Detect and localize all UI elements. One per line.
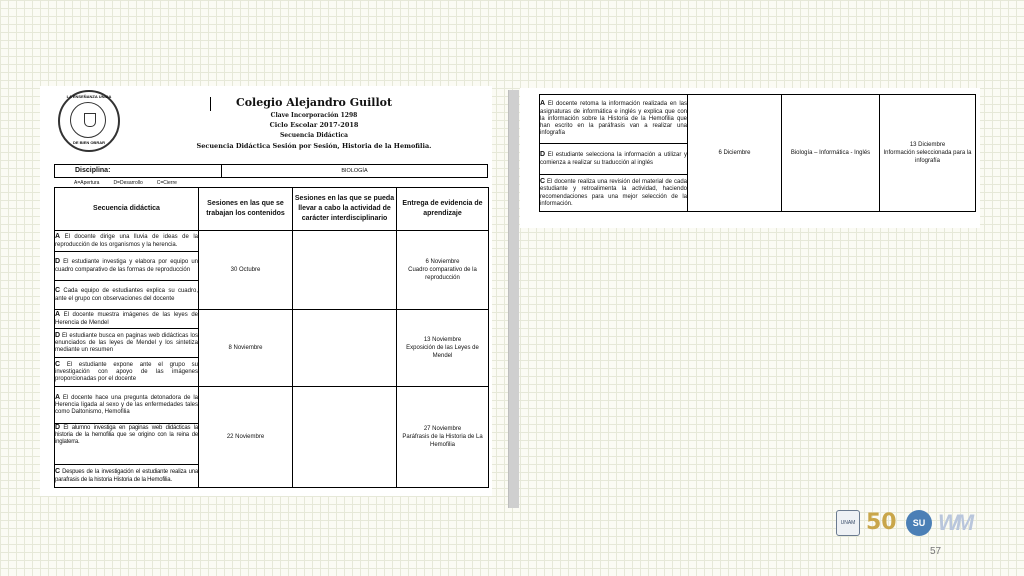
step-letter: D	[55, 258, 61, 266]
step-text: El estudiante expone ante el grupo su investigación con apoyo de las imágenes proporcionadas por el docente	[55, 361, 198, 383]
session-date: 30 Octubre	[199, 231, 293, 310]
evidence-text: Información seleccionada para la infografía	[883, 150, 972, 164]
interdisciplinary-cell	[293, 387, 397, 488]
step-text: Cada equipo de estudiantes explica su cuadro, ante el grupo con observaciones del docente	[55, 288, 198, 302]
step-text: El docente hace una pregunta detonadora de la Herencia ligada al sexo y de las enfermedades tales como Daltonismo, Hemofilia	[55, 394, 198, 416]
step-cell	[55, 231, 199, 252]
step-letter: D	[540, 151, 546, 159]
seal-top-text: LA ENSEÑANZA UNIDA	[66, 94, 112, 99]
step-letter: A	[55, 233, 61, 241]
session-date: 6 Diciembre	[688, 95, 782, 212]
seal-inner-ring	[70, 102, 106, 138]
step-cell	[55, 329, 199, 358]
step-cell	[55, 252, 199, 281]
step-cell	[55, 387, 199, 424]
header-interdisciplinario: Sesiones en las que se pueda llevar a cabo la actividad de carácter interdisciplinario	[293, 188, 397, 231]
unam-logo: UNAM	[836, 510, 860, 536]
header-evidencia: Entrega de evidencia de aprendizaje	[397, 188, 489, 231]
table-row	[55, 231, 489, 252]
header-secuencia: Secuencia didáctica	[55, 188, 199, 231]
step-cell	[540, 175, 688, 212]
sequence-table	[54, 187, 489, 488]
step-text: El docente dirige una lluvia de ideas de la reproducción de los organismos y la herencia.	[55, 234, 199, 248]
ciclo-escolar: Ciclo Escolar 2017-2018	[269, 121, 359, 129]
session-date: 8 Noviembre	[199, 310, 293, 387]
evidence-date: 13 Diciembre	[909, 142, 946, 148]
evidence-date: 13 Noviembre	[423, 337, 462, 343]
step-cell	[55, 465, 199, 488]
legend-cierre: C=Cierre	[156, 180, 177, 186]
clave-incorporacion: Clave Incorporación 1298	[270, 112, 358, 119]
evidence-text: Paráfrasis de la Historia de La Hemofilia	[402, 434, 483, 448]
step-cell	[55, 358, 199, 387]
wm-logo: WM	[938, 510, 972, 535]
evidence-cell	[397, 387, 489, 488]
step-cell	[55, 310, 199, 329]
disciplina-value: BIOLOGÍA	[341, 168, 368, 174]
step-text: El alumno investiga en paginas web didácticas la historia de la hemofilia que se origino con la reina de inglaterra.	[55, 425, 199, 446]
session-date: 22 Noviembre	[199, 387, 293, 488]
step-text: Despues de la investigación el estudiante realiza una parafrasis de la historia Historia de la Hemofilia.	[55, 469, 199, 483]
evidence-cell	[397, 231, 489, 310]
page-divider	[508, 90, 519, 508]
interdisciplinary-cell	[293, 231, 397, 310]
step-letter: C	[540, 178, 546, 186]
step-cell	[55, 424, 199, 465]
continuation-table	[539, 94, 976, 212]
legend-apertura: A=Apertura	[74, 180, 100, 186]
step-letter: A	[55, 311, 61, 319]
document-type: Secuencia Didáctica	[279, 132, 349, 139]
evidence-cell	[397, 310, 489, 387]
interdisciplinary-cell	[293, 310, 397, 387]
fifty-anniversary-logo: 50	[866, 510, 897, 535]
disciplina-label: Disciplina:	[55, 165, 222, 177]
evidence-date: 27 Noviembre	[423, 426, 462, 432]
seal-shield-icon	[84, 113, 96, 127]
legend-desarrollo: D=Desarrollo	[113, 180, 143, 186]
page-number: 57	[930, 546, 942, 557]
step-text: El docente muestra imágenes de las leyes de Herencia de Mendel	[55, 312, 198, 326]
step-letter: D	[55, 331, 61, 339]
step-letter: A	[540, 100, 546, 108]
table-row	[540, 95, 976, 144]
header-sesiones: Sesiones en las que se trabajan los contenidos	[199, 188, 293, 231]
evidence-text: Exposición de las Leyes de Mendel	[406, 345, 479, 359]
institution-logos	[836, 509, 992, 537]
table-header-row	[55, 188, 489, 231]
evidence-date: 6 Noviembre	[425, 259, 460, 265]
disciplina-bar	[54, 164, 488, 178]
phase-legend	[74, 180, 177, 186]
evidence-cell	[880, 95, 976, 212]
step-text: El estudiante selecciona la información a utilizar y comienza a realizar su traducción al inglés	[540, 152, 687, 166]
table-row	[55, 387, 489, 424]
document-subtitle: Secuencia Didáctica Sesión por Sesión, Historia de la Hemofilia.	[196, 142, 432, 150]
step-cell	[55, 281, 199, 310]
evidence-text: Cuadro comparativo de la reproducción	[408, 267, 477, 281]
step-letter: A	[55, 393, 61, 401]
seal-bottom-text: DE BIEN OBRAR	[72, 140, 105, 145]
step-letter: C	[55, 287, 61, 295]
step-text: El docente retoma la información realizada en las asignaturas de informática e inglés y explica que con la información sobre la Historia de la Hemofilia que han escrito en la paráfrasis van a realizar una infografía	[540, 101, 688, 137]
school-name: Colegio Alejandro Guillot	[235, 96, 393, 109]
step-text: El estudiante busca en paginas web didácticas los enunciados de las leyes de Mendel y los sintetiza mediante un resumen	[55, 332, 198, 354]
table-row	[55, 310, 489, 329]
school-seal-logo	[58, 90, 120, 152]
step-letter: C	[55, 360, 61, 368]
step-letter: D	[55, 424, 60, 431]
step-text: El docente realiza una revisión del material de cada estudiante y retroalimenta la actividad, haciendo recomendaciones para una mejor selección de la información.	[540, 179, 687, 207]
interdisciplinary-cell: Biología – Informática - Inglés	[782, 95, 880, 212]
step-text: El estudiante investiga y elabora por equipo un cuadro comparativo de las formas de reproducción	[55, 259, 198, 273]
step-letter: C	[55, 468, 60, 476]
suayed-logo: SU	[906, 510, 932, 536]
step-cell	[540, 144, 688, 175]
step-cell	[540, 95, 688, 144]
